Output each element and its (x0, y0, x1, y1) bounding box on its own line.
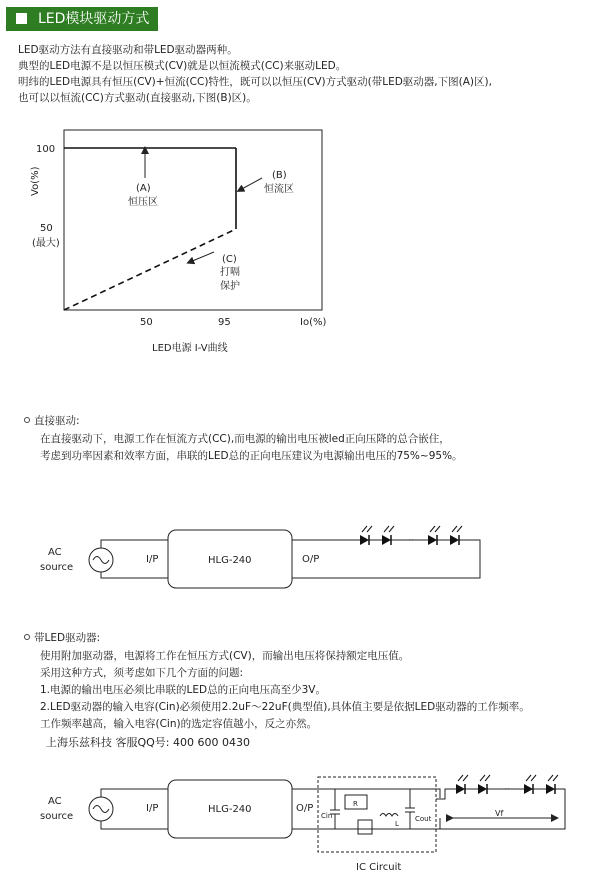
direct-line-1: 在直接驱动下，电源工作在恒流方式(CC),而电源的输出电压被led正向压降的总合嵌住， (40, 433, 450, 445)
intro-line-3: 明纬的LED电源具有恒压(CV)+恒流(CC)特性，既可以以恒压(CV)方式驱动(带LED驱动器,下图(A)区), (18, 76, 492, 88)
c2-ip: I/P (146, 803, 159, 814)
x-axis-label: Io(%) (300, 317, 327, 328)
c2-cout: Cout (415, 815, 432, 823)
ann-a-text: 恒压区 (128, 197, 158, 208)
c2-driver-chip (358, 820, 372, 834)
x-tick-95: 95 (218, 317, 231, 328)
contact-line: 上海乐兹科技 客服QQ号: 400 600 0430 (46, 736, 250, 749)
c2-source: source (40, 811, 74, 822)
ann-b-text: 恒流区 (264, 184, 294, 195)
c2-r: R (353, 800, 358, 808)
ann-b-tag: (B) (272, 170, 287, 181)
ann-c-text2: 保护 (220, 281, 240, 292)
c2-l: L (395, 820, 399, 828)
section-title: LED模块驱动方式 (38, 11, 150, 27)
driver-line-2: 采用这种方式，须考虑如下几个方面的问题: (40, 667, 244, 679)
c2-vf: Vf (495, 809, 504, 818)
ann-c-tag: (C) (222, 254, 237, 265)
driver-line-5: 工作频率越高，输入电容(Cin)的选定容值越小，反之亦然。 (40, 718, 318, 730)
ellipsis-1: ·· (408, 536, 414, 546)
intro-line-2: 典型的LED电源不是以恒压模式(CV)就是以恒流模式(CC)来驱动LED。 (18, 60, 347, 72)
c1-ac: AC (48, 547, 62, 558)
bullet-icon-2 (25, 635, 30, 640)
intro-line-1: LED驱动方法有直接驱动和带LED驱动器两种。 (18, 44, 238, 56)
ann-c-text: 打嗝 (220, 267, 240, 278)
iv-chart (30, 130, 326, 354)
driver-line-3: 1.电源的输出电压必须比串联的LED总的正向电压高至少3V。 (40, 684, 326, 696)
driver-heading: 带LED驱动器: (34, 632, 101, 644)
led-icon-7 (524, 775, 536, 794)
circuit-direct (40, 526, 480, 588)
c1-led-string (360, 526, 462, 546)
c1-ip: I/P (146, 554, 159, 565)
c1-model: HLG-240 (208, 555, 252, 566)
direct-heading: 直接驱动: (34, 415, 80, 427)
driver-line-4: 2.LED驱动器的输入电容(Cin)必须使用2.2uF～22uF(典型值),具体值主要是依据LED驱动器的工作频率。 (40, 701, 530, 713)
arrow-b (240, 178, 262, 190)
ann-a-tag: (A) (136, 183, 151, 194)
chart-series-line-3 (64, 229, 236, 310)
y-tick-50: 50 (40, 223, 53, 234)
led-icon-5 (456, 775, 468, 794)
chart-title: LED电源 I-V曲线 (152, 343, 228, 354)
led-icon-2 (382, 526, 394, 545)
y-tick-max: (最大) (32, 238, 60, 249)
c1-op: O/P (302, 554, 320, 565)
c1-source: source (40, 562, 74, 573)
intro-line-4: 也可以以恒流(CC)方式驱动(直接驱动,下图(B)区)。 (18, 92, 257, 104)
led-icon-6 (478, 775, 490, 794)
circuit-with-driver (40, 775, 565, 873)
x-tick-50: 50 (140, 317, 153, 328)
direct-line-2: 考虑到功率因素和效率方面，串联的LED总的正向电压建议为电源输出电压的75%~95%。 (40, 450, 463, 462)
driver-line-1: 使用附加驱动器，电源将工作在恒压方式(CV)，而输出电压将保持额定电压值。 (40, 650, 410, 662)
led-icon-3 (428, 526, 440, 545)
chart-frame (64, 130, 322, 310)
arrow-c (190, 252, 214, 262)
ellipsis-2: ·· (504, 785, 510, 795)
c2-ac: AC (48, 796, 62, 807)
led-icon-8 (546, 775, 558, 794)
c2-ic-label: IC Circuit (356, 862, 402, 873)
chart-plot (64, 148, 236, 310)
y-tick-100: 100 (36, 144, 56, 155)
bullet-icon-1 (25, 418, 30, 423)
c2-model: HLG-240 (208, 804, 252, 815)
c2-op: O/P (296, 803, 314, 814)
led-icon-1 (360, 526, 372, 545)
c2-led-string (456, 775, 558, 795)
y-axis-label: Vo(%) (30, 166, 41, 196)
led-icon-4 (450, 526, 462, 545)
c2-cin: Cin (321, 812, 333, 820)
